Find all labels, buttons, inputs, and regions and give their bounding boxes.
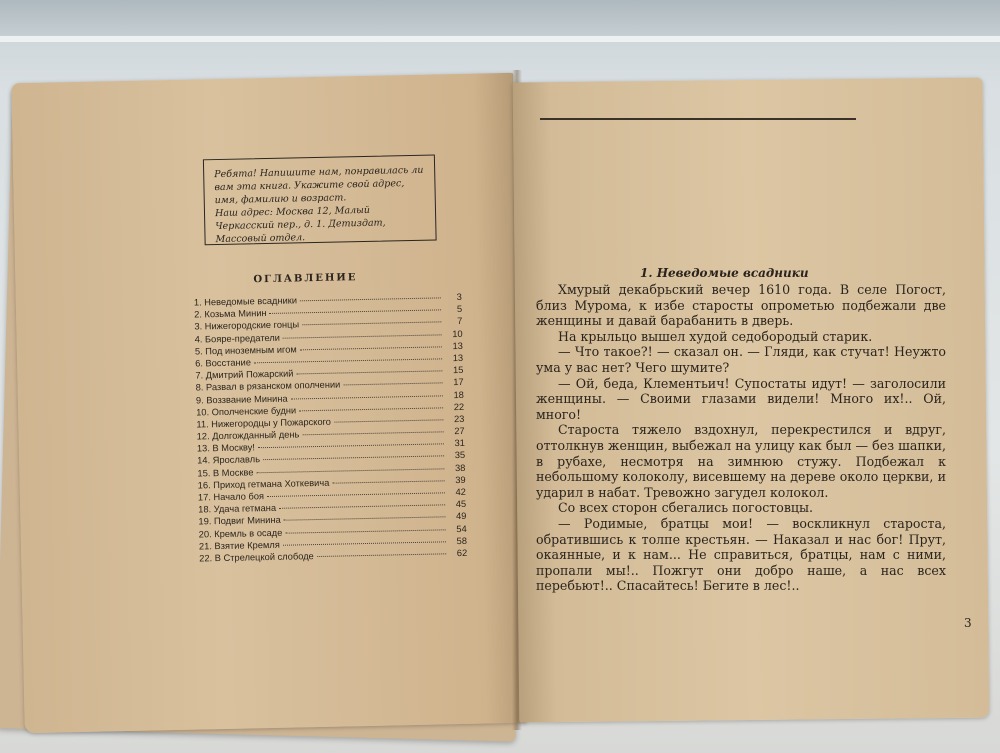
toc-leader-dots [263, 456, 444, 461]
toc-entry-title: 5. Под иноземным игом [194, 344, 297, 357]
toc-entry-page: 58 [456, 535, 468, 546]
toc-entry-page: 7 [457, 316, 463, 327]
toc-entry-page: 13 [452, 352, 464, 364]
toc-entry-title: 20. Кремль в осаде [198, 527, 283, 540]
toc-leader-dots [283, 334, 442, 338]
toc-entry-title: 13. В Москву! [196, 442, 256, 454]
page-number: 3 [964, 616, 972, 630]
paragraph: На крыльцо вышел худой седобородый старик. [558, 328, 873, 344]
toc-entry-page: 13 [452, 340, 463, 351]
toc-leader-dots [279, 505, 445, 509]
toc-leader-dots [258, 444, 444, 449]
toc-entry-page: 42 [455, 486, 467, 498]
paragraph: Хмурый декабрьский вечер 1610 года. В селе Погост, близ Мурома, к избе старосты опрометью подбежали две женщины и давай барабанить в дверь. [536, 282, 946, 329]
toc-leader-dots [317, 553, 446, 557]
toc-entry-page: 35 [454, 450, 466, 461]
toc-entry-title: 22. В Стрелецкой слободе [199, 551, 314, 564]
toc-leader-dots [291, 395, 443, 399]
toc-leader-dots [254, 358, 442, 363]
toc-entry-page: 54 [456, 523, 467, 534]
toc-entry-title: 16. Приход гетмана Хоткевича [197, 477, 330, 491]
toc-entry-title: 2. Козьма Минин [194, 308, 267, 320]
toc-entry-title: 3. Нижегородские гонцы [194, 319, 300, 332]
toc-leader-dots [285, 529, 445, 533]
toc-leader-dots [299, 407, 443, 411]
toc-leader-dots [270, 310, 442, 315]
toc-entry-page: 5 [456, 304, 463, 315]
toc-entry-page: 17 [453, 377, 464, 388]
toc-leader-dots [256, 468, 444, 473]
toc-entry-title: 21. Взятие Кремля [198, 539, 280, 552]
paragraph: — Ой, беда, Клементьич! Супостаты идут! — заголосили женщины. — Своими глазами видели! Много их!.. Ой, много! [536, 375, 946, 422]
toc-entry-page: 10 [452, 328, 463, 339]
toc-leader-dots [300, 346, 442, 350]
reader-notice-box [203, 154, 437, 245]
toc-entry-title: 9. Воззвание Минина [195, 393, 288, 406]
toc-entry-page: 27 [454, 425, 465, 437]
toc-title: ОГЛАВЛЕНИЕ [253, 272, 358, 286]
toc-entry-title: 10. Ополченские будни [196, 405, 297, 418]
toc-entry-title: 8. Развал в рязанском ополчении [195, 379, 341, 393]
toc-entry-title: 12. Долгожданный день [196, 429, 300, 442]
paragraph: Со всех сторон сбегались погостовцы. [558, 500, 814, 516]
toc-entry-title: 11. Нижегородцы у Пожарского [196, 416, 332, 430]
toc-entry-title: 4. Бояре-предатели [194, 332, 281, 345]
notice-line-2: Наш адрес: Москва 12, Малый Черкасский пер., д. 1. Детиздат, Массовый отдел. [214, 204, 386, 246]
toc-entry-page: 23 [453, 413, 465, 425]
toc-leader-dots [283, 541, 446, 545]
toc-entry-title: 17. Начало боя [197, 491, 265, 503]
toc-leader-dots [284, 517, 446, 521]
chapter-title: 1. Неведомые всадники [640, 266, 809, 280]
toc-entry-page: 15 [452, 365, 464, 376]
header-rule [540, 118, 856, 120]
toc-leader-dots [302, 431, 443, 435]
toc-leader-dots [300, 297, 441, 301]
toc-leader-dots [302, 322, 441, 326]
toc-leader-dots [332, 480, 444, 483]
toc-entry-title: 19. Подвиг Минина [198, 515, 281, 527]
notice-line-1: Ребята! Напишите нам, понравилась ли вам эта книга. Укажите свой адрес, имя, фамилию и возраст. [214, 164, 424, 207]
paragraph: — Что такое?! — сказал он. — Гляди, как стучат! Неужто ума у вас нет? Чего шумите? [536, 344, 946, 375]
toc-entry-title: 6. Восстание [195, 357, 252, 369]
toc-entry-title: 7. Дмитрий Пожарский [195, 368, 294, 381]
toc-entry-page: 39 [455, 474, 466, 485]
paragraph: — Родимые, братцы мои! — воскликнул староста, обратившись к толпе крестьян. — Наказал и нас бог! Прут, окаянные, и к нам... Не справиться, братцы, нам с ними, пропали мы!.. Пожгут они добро наше, а нас всех перебьют!.. Спасайтесь! Бегите в лес!.. [536, 515, 946, 594]
left-page [11, 73, 527, 733]
toc-leader-dots [296, 370, 442, 374]
toc-leader-dots [267, 492, 445, 497]
toc-entry-page: 31 [454, 438, 465, 449]
toc-entry-page: 18 [453, 389, 464, 400]
toc-entry-page: 62 [456, 547, 468, 559]
toc-leader-dots [343, 383, 442, 386]
toc-entry-page: 45 [455, 499, 467, 510]
toc-entry-page: 22 [453, 401, 465, 412]
toc-entry-page: 49 [455, 511, 467, 522]
toc-entry-page: 38 [454, 462, 466, 473]
toc-entry-title: 1. Неведомые всадники [193, 295, 298, 308]
chapter-text [536, 282, 946, 594]
paragraph: Староста тяжело вздохнул, перекрестился и вдруг, оттолкнув женщин, выбежал на улицу как был — без шапки, в рубахе, несмотря на зимнюю стужу. Подбежал к небольшому колоколу, висевшему на дереве около церкви, и ударил в набат. Тревожно загудел колокол. [536, 422, 946, 500]
toc-entry-title: 15. В Москве [197, 466, 254, 479]
toc-entry-title: 14. Ярославль [197, 454, 261, 466]
toc-entry-page: 3 [456, 291, 462, 303]
toc-leader-dots [334, 419, 443, 422]
table-of-contents [194, 292, 468, 566]
toc-entry-title: 18. Удача гетмана [198, 503, 277, 515]
